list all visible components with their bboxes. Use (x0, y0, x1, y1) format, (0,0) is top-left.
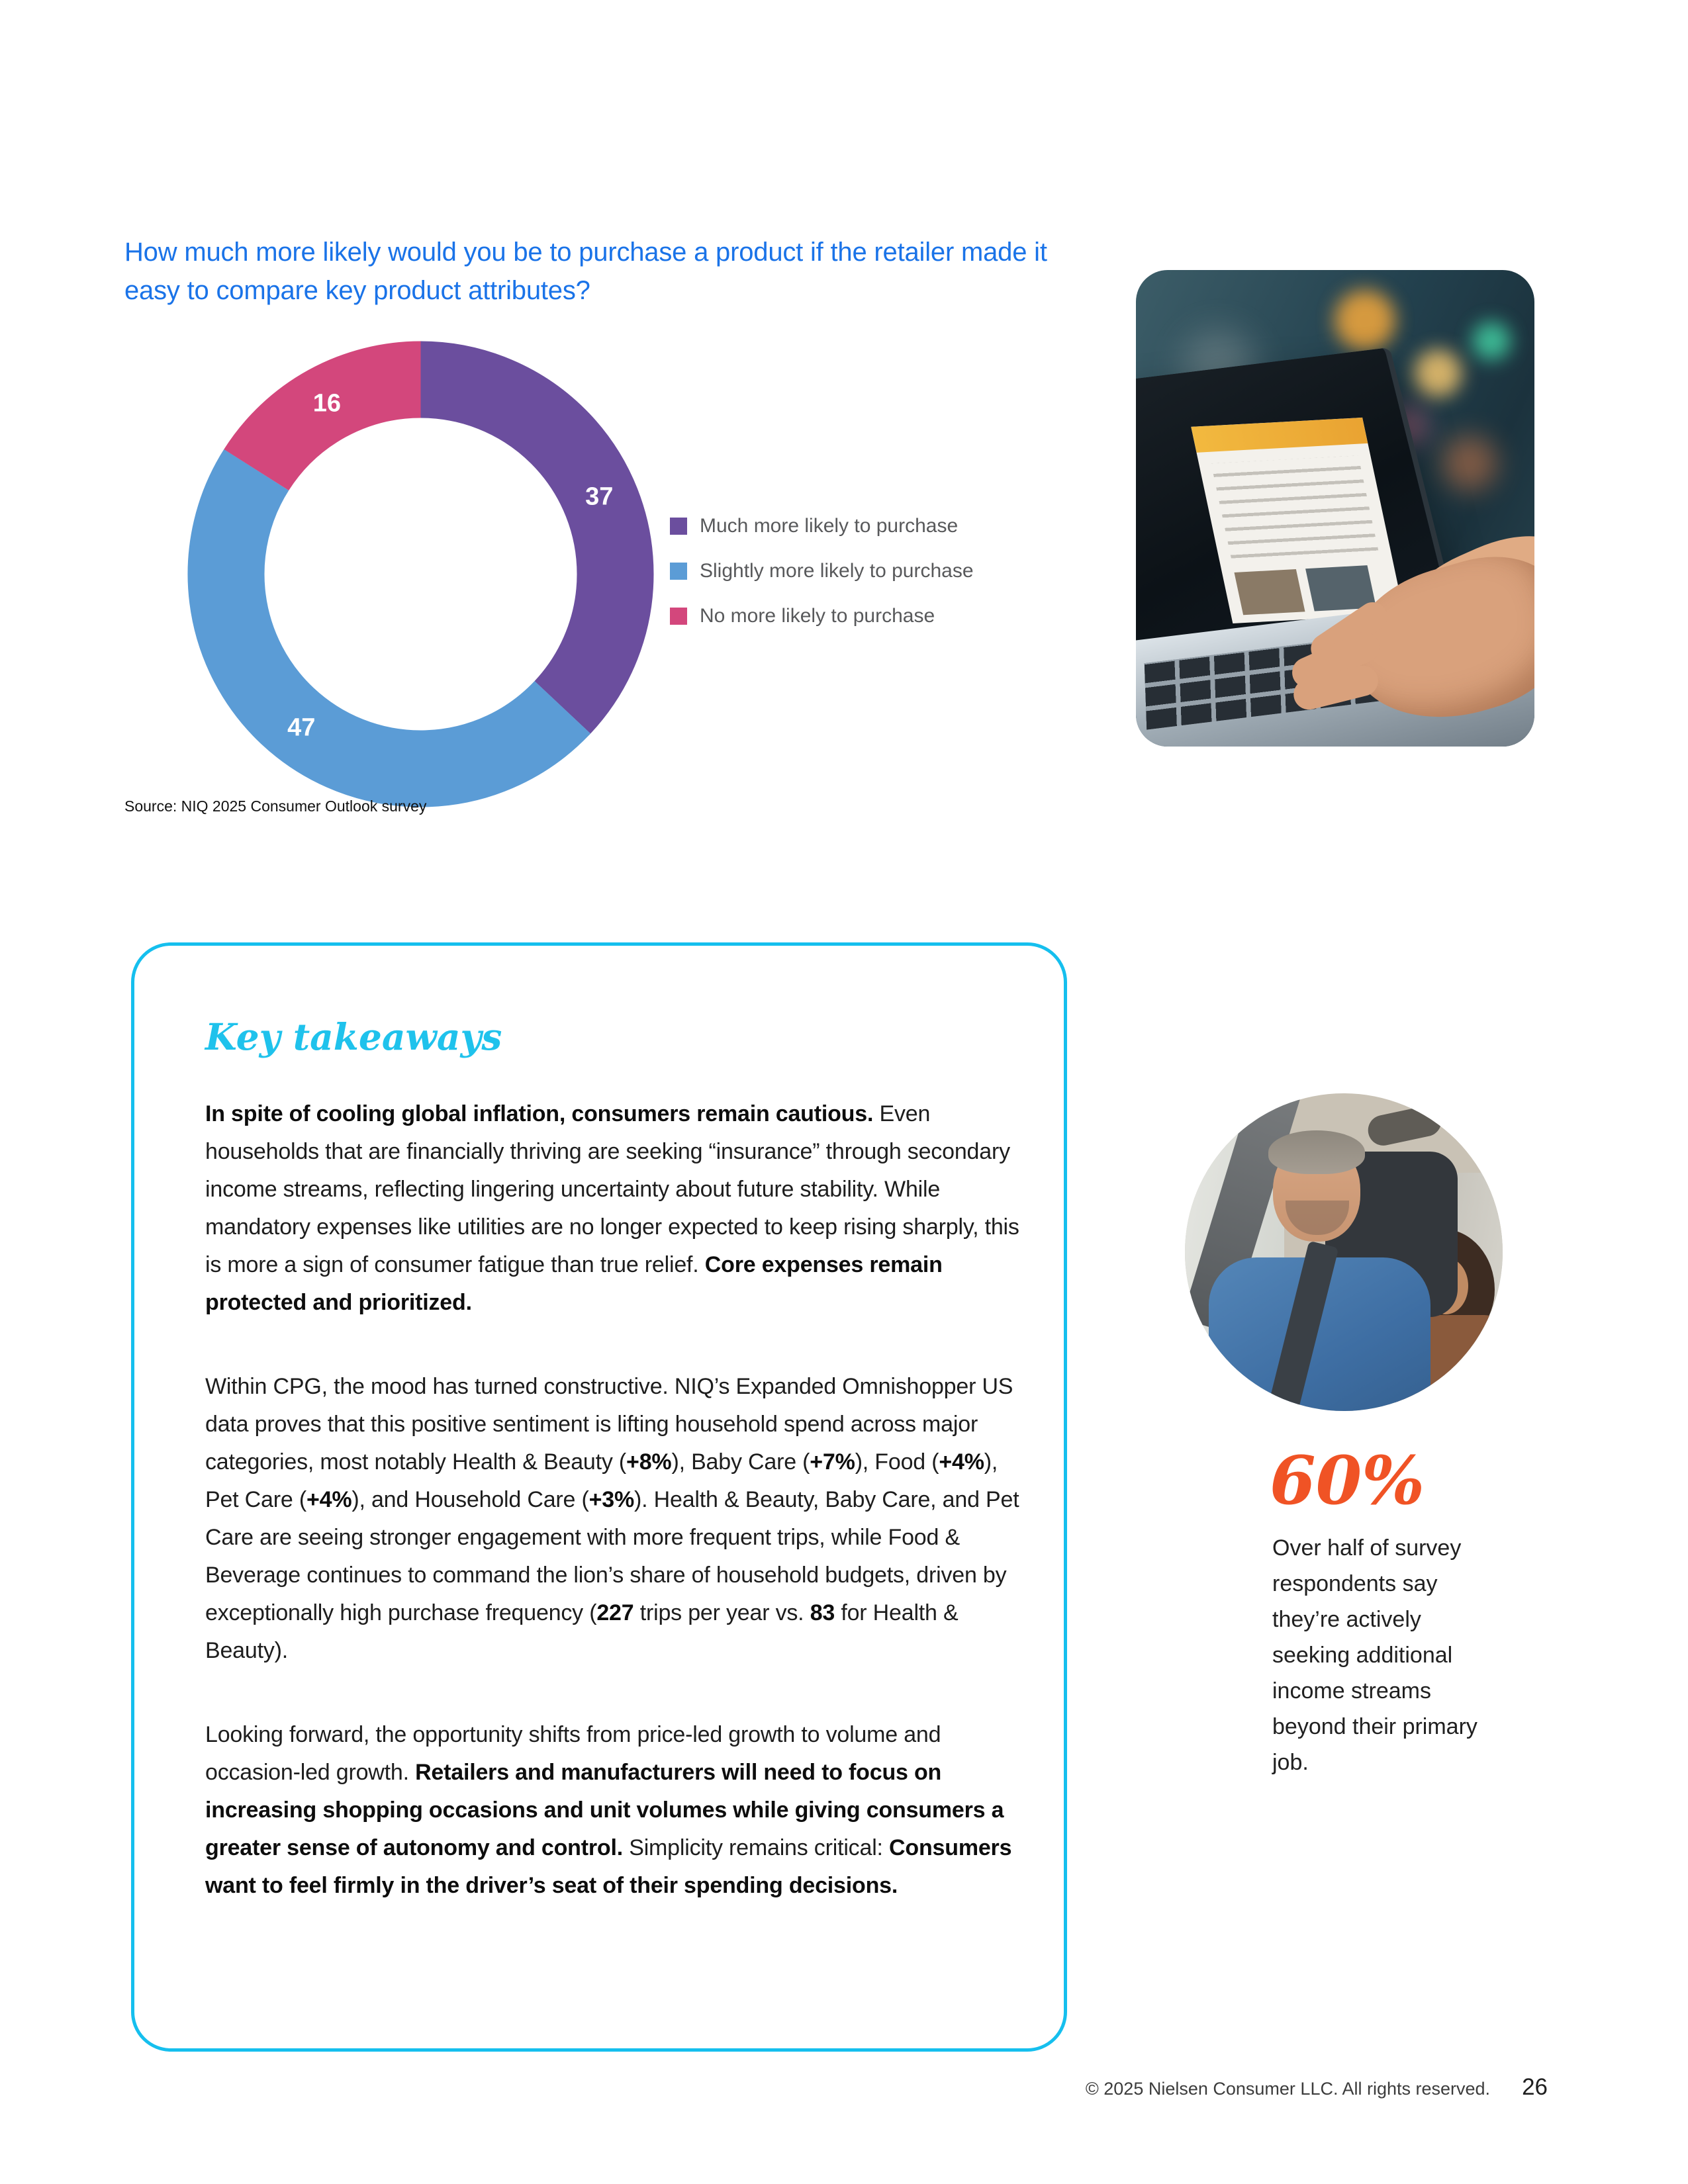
takeaways-paragraph-3: Looking forward, the opportunity shifts from price-led growth to volume and occasion-led growth. Retailers and manufacturers will need to focus on increasing shopping occasions and unit volumes while giving consumers a greater sense of autonomy and control. Simplicity remains critical: Consumers want to feel firmly in the driver’s seat of their spending decisions. (205, 1722, 1012, 1898)
webpage-text-lines (1211, 455, 1380, 567)
chart-legend (670, 515, 974, 650)
legend-swatch (670, 608, 687, 625)
copyright-text: © 2025 Nielsen Consumer LLC. All rights reserved. (1085, 2079, 1491, 2099)
legend-swatch (670, 563, 687, 580)
laptop-photo (1136, 270, 1534, 747)
laptop-webpage (1191, 418, 1404, 623)
webpage-thumbnail (1234, 569, 1305, 615)
legend-label: Much more likely to purchase (700, 515, 959, 537)
takeaways-paragraph-1: In spite of cooling global inflation, consumers remain cautious. Even households that are financially thriving are seeking “insurance” through secondary income streams, reflecting lingering uncertainty about future stability. While mandatory expenses like utilities are no longer expected to keep rising sharply, this is more a sign of consumer fatigue than true relief. Core expenses remain protected and prioritized. (205, 1101, 1019, 1315)
bokeh-light (1442, 435, 1497, 491)
driver-hair (1268, 1130, 1365, 1174)
donut-chart-svg (187, 341, 654, 807)
bokeh-light (1335, 290, 1395, 351)
key-takeaways-title: Key takeaways (205, 1015, 502, 1058)
legend-label: Slightly more likely to purchase (700, 560, 974, 582)
key-takeaways-box (131, 942, 1067, 2052)
stat-description: Over half of survey respondents say they’re actively seeking additional income streams beyond their primary job. (1272, 1535, 1477, 1775)
car-grab-handle (1365, 1103, 1444, 1148)
slice-value-label: 47 (287, 713, 316, 742)
donut-chart (187, 341, 654, 807)
webpage-header-bar (1191, 418, 1368, 453)
slice-value-label: 16 (312, 389, 341, 418)
chart-source-note: Source: NIQ 2025 Consumer Outlook survey (124, 797, 427, 815)
legend-swatch (670, 518, 687, 535)
page-footer (1086, 2074, 1548, 2101)
chart-question: How much more likely would you be to purchase a product if the retailer made it easy to compare key product attributes? (124, 238, 1047, 305)
bokeh-light (1414, 349, 1462, 397)
stat-value: 60% (1270, 1441, 1425, 1520)
legend-label: No more likely to purchase (700, 605, 935, 627)
slice-value-label: 37 (585, 482, 614, 511)
driver-photo (1185, 1093, 1503, 1411)
bokeh-light (1472, 322, 1511, 360)
legend-item (670, 605, 974, 627)
page-number: 26 (1522, 2074, 1548, 2100)
legend-item (670, 560, 974, 582)
takeaways-paragraph-2: Within CPG, the mood has turned constructive. NIQ’s Expanded Omnishopper US data proves that this positive sentiment is lifting household spend across major categories, most notably Health & Beauty (+8%), Baby Care (+7%), Food (+4%), Pet Care (+4%), and Household Care (+3%). Health & Beauty, Baby Care, and Pet Care are seeing stronger engagement with more frequent trips, while Food & Beverage continues to command the lion’s share of household budgets, driven by exceptionally high purchase frequency (227 trips per year vs. 83 for Health & Beauty). (205, 1374, 1019, 1663)
legend-item (670, 515, 974, 537)
